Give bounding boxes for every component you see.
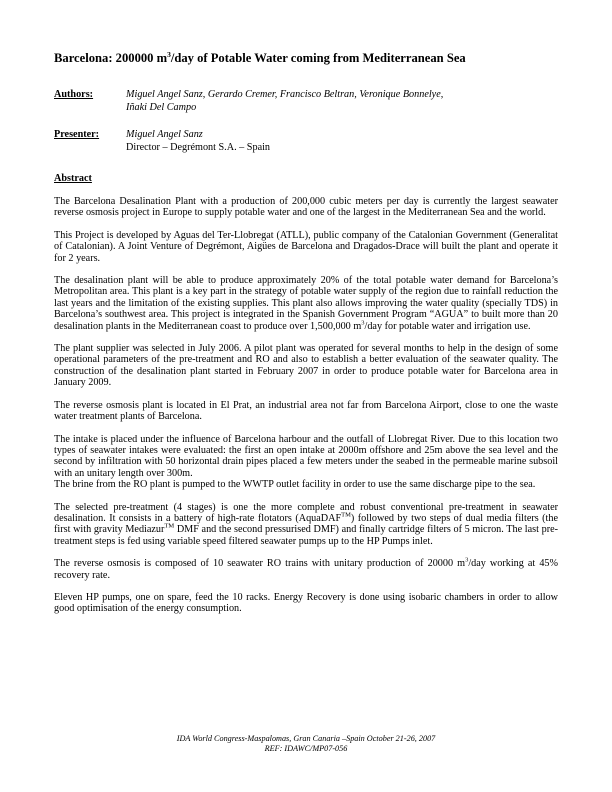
p8-trademark-1: TM — [341, 511, 351, 519]
authors-label: Authors: — [54, 89, 94, 100]
p8-text-c: DMF and the second pressurised DMF) and finally cartridge filters of 5 micron. The last pre-treatment steps is fed using variable speed filtered seawater pumps up to the HP Pumps inlet. — [54, 524, 559, 547]
abstract-paragraph-10: Eleven HP pumps, one on spare, feed the 10 racks. Energy Recovery is done using isobaric chambers in order to allow good optimisation of the energy consumption. — [54, 591, 558, 615]
presenter-info — [126, 129, 566, 154]
footer-conference: IDA World Congress-Maspalomas, Gran Canaria –Spain October 21-26, 2007 — [176, 734, 436, 743]
paper-title — [54, 50, 564, 66]
p3-text-b: /day for potable water and irrigation use. — [364, 320, 531, 332]
title-prefix: Barcelona: 200000 m — [54, 51, 168, 65]
p8-trademark-2: TM — [164, 522, 175, 530]
p3-superscript: 3 — [361, 319, 365, 327]
p9-text-b: /day working at 45% recovery rate. — [54, 558, 558, 581]
abstract-paragraph-1: The Barcelona Desalination Plant with a production of 200,000 cubic meters per day is currently the largest seawater reverse osmosis project in Europe to supply potable water and one of the largest in the Mediterranean Sea and the world. — [54, 196, 558, 219]
p8-text-b: ) followed by two steps of dual media filters (the first with gravity Mediazur — [54, 512, 558, 536]
presenter-name: Miguel Angel Sanz — [126, 129, 203, 140]
abstract-body — [54, 196, 558, 626]
p8-text-a: The selected pre-treatment (4 stages) is one the more complete and robust conventional pre-treatment in seawater desalination. It consists in a battery of high-rate flotators (AquaDAF — [54, 501, 558, 524]
authors-list — [126, 89, 566, 114]
title-superscript: 3 — [167, 49, 171, 59]
p9-superscript: 3 — [465, 556, 469, 564]
abstract-paragraph-2: This Project is developed by Aguas del Ter-Llobregat (ATLL), public company of the Catalonian Government (Generalitat of Catalonian). A Joint Venture of Degrémont, Aigües de Barcelona and Dragados-Drace will built the plant and operate it for 2 years. — [54, 229, 558, 264]
page-footer — [54, 734, 558, 754]
authors-line-1: Miguel Angel Sanz, Gerardo Cremer, Francisco Beltran, Veronique Bonnelye, — [126, 89, 444, 100]
abstract-paragraph-4: The plant supplier was selected in July 2006. A pilot plant was operated for several months to help in the design of some operational parameters of the pre-treatment and RO and also to establish a better evaluation of the seawater quality. The construction of the desalination plant started in February 2007 in order to produce potable water for Barcelona area in January 2009. — [54, 343, 558, 389]
abstract-paragraph-5: The reverse osmosis plant is located in El Prat, an industrial area not far from Barcelona Airport, close to one the waste water treatment plants of Barcelona. — [54, 399, 558, 423]
presenter-role: Director – Degrémont S.A. – Spain — [126, 141, 271, 153]
p3-text-a: The desalination plant will be able to produce approximately 20% of the total potable water demand for Barcelona’s Metropolitan area. This plant is a key part in the strategy of potable water supply of the region due to rainfall reduction the last years and the limitation of the existing supplies. This plant also allows improving the water quality (specially TDS) in Barcelona’s southwest area. This project is integrated in the Spanish Government Program “AGUA” to built more than 20 desalination plants in the Mediterranean coast to produce over 1,500,000 m — [54, 275, 558, 332]
footer-reference: REF: IDAWC/MP07-056 — [264, 744, 348, 753]
abstract-paragraph-6: The intake is placed under the influence of Barcelona harbour and the outfall of Llobregat River. Due to this location two types of seawater intakes were evaluated: the first an open intake at 2000m offshore and 25m above the sea level and the second by infiltration with 50 horizontal drain pipes placed a few meters under the seabed in the permeable marine subsoil with an unitary length over 300m. — [54, 433, 558, 479]
abstract-paragraph-3 — [54, 275, 558, 332]
abstract-heading: Abstract — [54, 173, 92, 184]
abstract-paragraph-8 — [54, 502, 558, 548]
authors-line-2: Iñaki Del Campo — [126, 101, 197, 113]
presenter-label: Presenter: — [54, 129, 100, 140]
p9-text-a: The reverse osmosis is composed of 10 seawater RO trains with unitary production of 20000 m — [54, 558, 466, 570]
abstract-paragraph-7: The brine from the RO plant is pumped to the WWTP outlet facility in order to use the same discharge pipe to the sea. — [54, 479, 536, 491]
title-suffix: /day of Potable Water coming from Mediterranean Sea — [170, 51, 466, 65]
abstract-paragraph-9 — [54, 558, 558, 581]
